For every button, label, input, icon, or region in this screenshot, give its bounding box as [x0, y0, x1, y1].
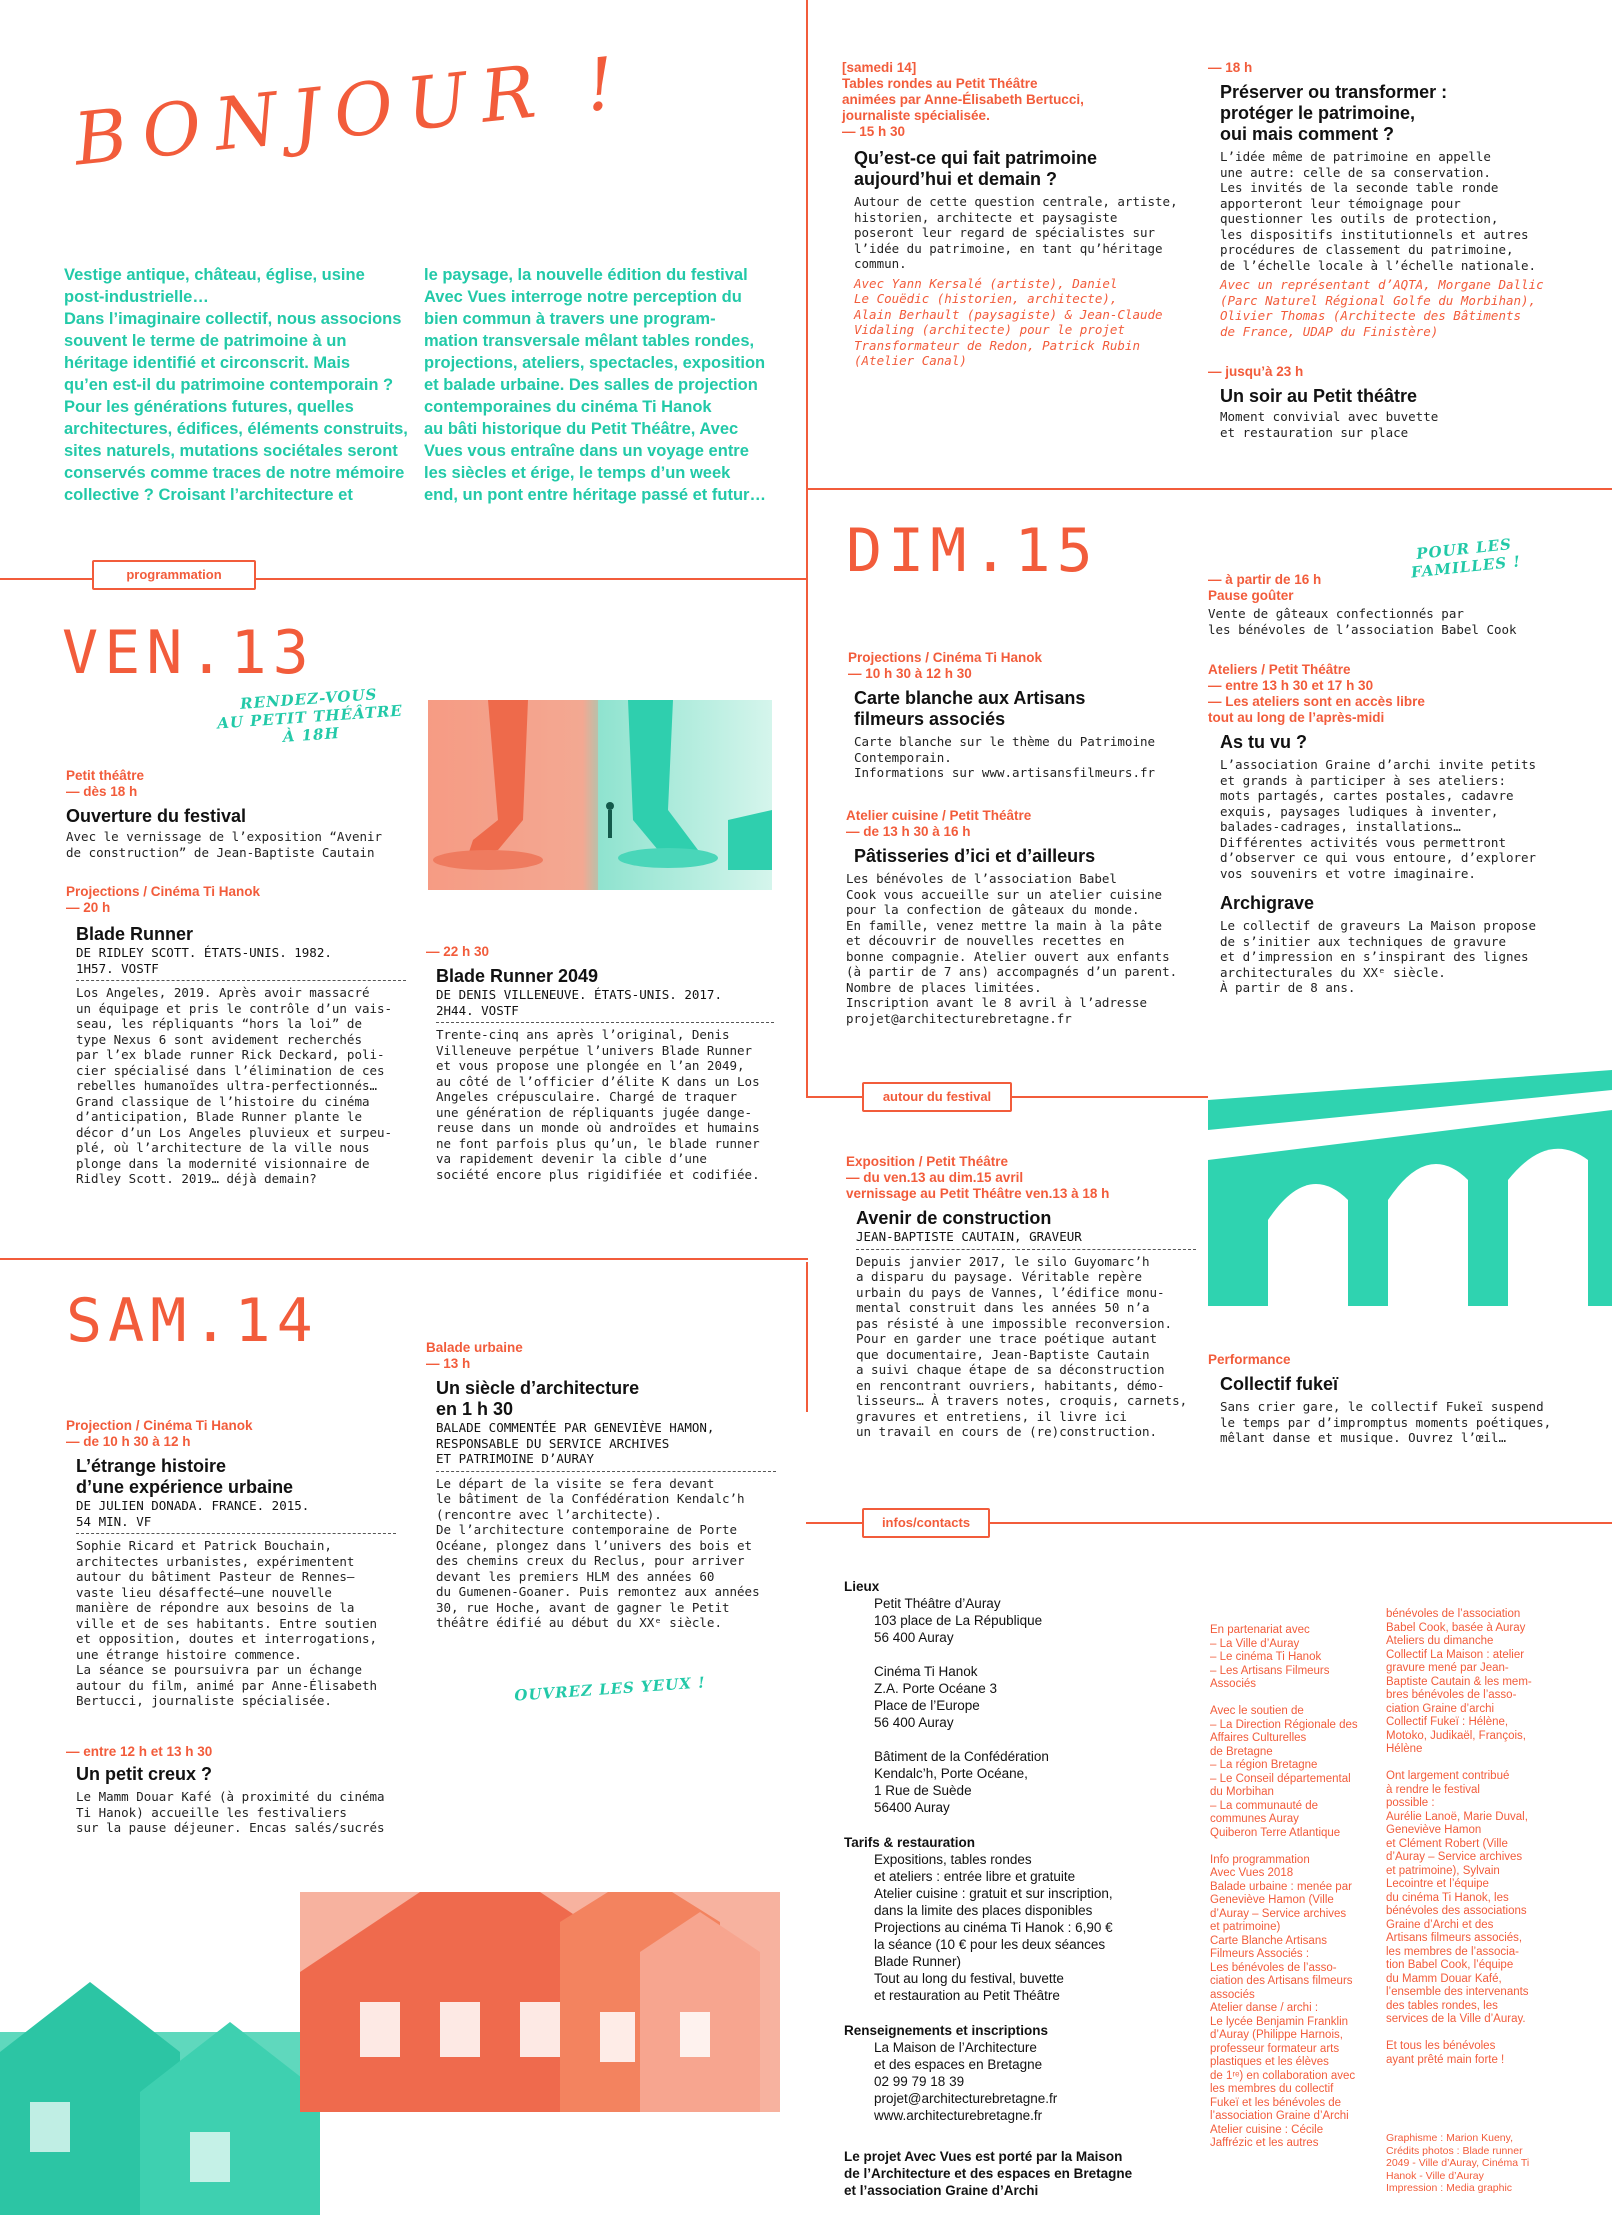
- dim-e2-time: — de 13 h 30 à 16 h: [846, 824, 971, 839]
- infos-rens-text: La Maison de l’Architecture et des espaces en Bretagne 02 99 79 18 39 projet@architecturebretagne.fr www.architecturebretagne.fr: [874, 2040, 1058, 2123]
- dim-e2-category: Atelier cuisine / Petit Théâtre: [846, 808, 1032, 823]
- sam-e3-separator: [436, 1471, 776, 1472]
- dim-day-heading: DIM.15: [846, 516, 1099, 586]
- sam-e3-category: Balade urbaine: [426, 1340, 523, 1355]
- infos-lieux-heading: Lieux: [844, 1579, 880, 1594]
- samedi-e1-text: Autour de cette question centrale, artiste, historien, architecte et paysagiste poseront leur regard de spécialistes sur l’idée du patrimoine, en tant qu’héritage commun.: [854, 194, 1178, 271]
- ven-e2-time: — 20 h: [66, 900, 111, 915]
- sam-e3-credits: BALADE COMMENTÉE PAR GENEVIÈVE HAMON, RESPONSABLE DU SERVICE ARCHIVES ET PATRIMOINE D’AURAY: [436, 1420, 715, 1466]
- samedi-e2-text: L’idée même de patrimoine en appelle une autre: celle de sa conservation. Les invités de la seconde table ronde apporteront leur témoignage pour questionner les outils de protection, les dispositifs institutionnels et autres procédures de classement du patrimoine, de l’échelle locale à l’échelle nationale.: [1220, 149, 1537, 273]
- sam-e1-credits: DE JULIEN DONADA. FRANCE. 2015. 54 MIN. VF: [76, 1498, 310, 1529]
- infos-tarifs-heading: Tarifs & restauration: [844, 1835, 976, 1850]
- ven-e2-title: Blade Runner: [76, 924, 194, 944]
- ven-e3-time: — 22 h 30: [426, 944, 490, 959]
- samedi-e3-time: — jusqu’à 23 h: [1208, 364, 1304, 379]
- dim-e5-text: Le collectif de graveurs La Maison propose de s’initier aux techniques de gravure et d’impression en s’inspirant des lignes architecturales du XXᵉ siècle. À partir de 8 ans.: [1220, 918, 1537, 995]
- autour-e1-time: — du ven.13 au dim.15 avril vernissage au Petit Théâtre ven.13 à 18 h: [846, 1170, 1110, 1201]
- dim-e4-category: Ateliers / Petit Théâtre: [1208, 662, 1351, 677]
- ven-photo: [428, 700, 772, 890]
- intro-col1: Vestige antique, château, église, usine post-industrielle… Dans l’imaginaire collectif, nous associons souvent le terme de patrimoine à un héritage identifié et circonscrit. Mais qu’en est-il du patrimoine contemporain ? Pour les générations futures, quelles architectures, édifices, éléments construits, sites naturels, mutations sociétales seront conservés comme traces de notre mémoire collective ? Croisant l’architecture et: [64, 266, 408, 504]
- autour-engraving: [1208, 1050, 1612, 1306]
- sam-e1-time: — de 10 h 30 à 12 h: [66, 1434, 191, 1449]
- autour-e1-title: Avenir de construction: [856, 1208, 1052, 1228]
- infos-rens-heading: Renseignements et inscriptions: [844, 2023, 1049, 2038]
- dim-e1-category: Projections / Cinéma Ti Hanok: [848, 650, 1043, 665]
- ven-e2-credits: DE RIDLEY SCOTT. ÉTATS-UNIS. 1982. 1H57. VOSTF: [76, 945, 332, 976]
- sam-e1-text: Sophie Ricard et Patrick Bouchain, architectes urbanistes, expérimentent autour du bâtiment Pasteur de Rennes— vaste lieu désaffecté—une nouvelle manière de répondre aux besoins de la ville et de ses habitants. Entre soutien et opposition, doutes et interrogations, une étrange histoire commence. La séance se poursuivra par un échange autour du film, animé par Anne-Élisabeth Bertucci, journaliste spécialisée.: [76, 1538, 378, 1708]
- samedi-e2-time: — 18 h: [1208, 60, 1253, 75]
- sam-handwritten-note: OUVREZ LES YEUX !: [513, 1673, 707, 1705]
- dim-e3-time: — à partir de 16 h: [1208, 572, 1322, 587]
- samedi-e3-text: Moment convivial avec buvette et restauration sur place: [1220, 409, 1439, 440]
- dim-e3-category: Pause goûter: [1208, 588, 1294, 603]
- autour-label: autour du festival: [862, 1082, 1012, 1112]
- ven-e2-text: Los Angeles, 2019. Après avoir massacré un équipage et pris le contrôle d’un vais- seau, les répliquants “hors la loi” de type Nexus 6 sont avidement recherchés par l’ex blade runner Rick Deckard, poli- cier spécialisé dans l’élimination de ces rebelles humanoïdes ultra-perfectionnés… Grand classique de l’histoire du cinéma d’anticipation, Blade Runner plante le décor d’un Los Angeles pluvieux et surpeu- plé, où l’architecture de la ville nous plonge dans la modernité visionnaire de Ridley Scott. 2019… déjà demain?: [76, 985, 393, 1186]
- dim-e4-text: L’association Graine d’archi invite petits et grands à participer à ses ateliers: mots partagés, cartes postales, cadavre exquis, paysages ludiques à inventer, balades-cadrages, installations… Différentes activités vous permettront d’observer ce qui vous entoure, d’explorer vos souvenirs et votre imaginaire.: [1220, 757, 1537, 881]
- ven-e3-credits: DE DENIS VILLENEUVE. ÉTATS-UNIS. 2017. 2H44. VOSTF: [436, 987, 722, 1018]
- partners-graphisme: Graphisme : Marion Kueny, Crédits photos : Blade runner 2049 - Ville d’Auray, Cinéma Ti Hanok - Ville d’Auray Impression : Media graphic: [1386, 2132, 1530, 2194]
- sam-e1-title: L’étrange histoire d’une expérience urbaine: [76, 1456, 294, 1497]
- dim-e2-text: Les bénévoles de l’association Babel Cook vous accueille sur un atelier cuisine pour la confection de gâteaux du monde. En famille, venez mettre la main à la pâte et découvrir de nouvelles recettes en bonne compagnie. Atelier ouvert aux enfants (à partir de 7 ans) accompagnés d’un parent. Nombre de places limitées. Inscription avant le 8 avril à l’adresse projet@architecturebretagne.fr: [846, 871, 1178, 1026]
- ven-e3-title: Blade Runner 2049: [436, 966, 599, 986]
- sam-e1-category: Projection / Cinéma Ti Hanok: [66, 1418, 253, 1433]
- dim-e1-text: Carte blanche sur le thème du Patrimoine Contemporain. Informations sur www.artisansfilmeurs.fr: [854, 734, 1156, 780]
- programmation-label: programmation: [92, 560, 256, 590]
- ven-e3-separator: [436, 1022, 774, 1023]
- partners-col1: En partenariat avec – La Ville d’Auray – Le cinéma Ti Hanok – Les Artisans Filmeurs Associés Avec le soutien de – La Direction Régionale des Affaires Culturelles de Bretagne – La région Bretagne – Le Conseil départemental du Morbihan – La communauté de communes Auray Quiberon Terre Atlantique Info programmation Avec Vues 2018 Balade urbaine : menée par Geneviève Hamon (Ville d’Auray – Service archives et patrimoine) Carte Blanche Artisans Filmeurs Associés : Les bénévoles de l’asso- ciation des Artisans filmeurs associés Atelier danse / archi : Le lycée Benjamin Franklin d’Auray (Philippe Harnois, professeur formateur arts plastiques et les élèves de 1ʳᵉ) en collaboration avec les membres du collectif Fukeï et les bénévoles de l’association Graine d’Archi Atelier cuisine : Cécile Jaffrézic et les autres: [1210, 1624, 1358, 2149]
- samedi-e1-credits: Avec Yann Kersalé (artiste), Daniel Le Couëdic (historien, architecte), Alain Berhault (paysagiste) & Jean-Claude Vidaling (architecte) pour le projet Transformateur de Redon, Patrick Rubin (Atelier Canal): [854, 275, 1163, 368]
- dim-e2-title: Pâtisseries d’ici et d’ailleurs: [854, 846, 1096, 866]
- ven-handwritten-note: RENDEZ-VOUS AU PETIT THÉÂTRE À 18H: [216, 685, 404, 746]
- sam-day-heading: SAM.14: [66, 1286, 319, 1356]
- samedi-e1-time: — 15 h 30: [842, 124, 906, 139]
- divider-left-sam: [0, 1258, 808, 1260]
- divider-right-top: [806, 488, 1612, 490]
- sam-e1-separator: [76, 1533, 396, 1534]
- center-divider-bottom: [806, 1262, 808, 1412]
- infos-label: infos/contacts: [862, 1508, 990, 1538]
- sculpture-photo-icon: [428, 700, 772, 890]
- dim-e5-title: Archigrave: [1220, 893, 1315, 913]
- page-title: BONJOUR !: [70, 39, 633, 182]
- dim-e1-time: — 10 h 30 à 12 h 30: [848, 666, 972, 681]
- ven-e3-text: Trente-cinq ans après l’original, Denis Villeneuve perpétue l’univers Blade Runner et vous propose une plongée en l’an 2049, au côté de l’officier d’élite K dans un Los Angeles crépusculaire. Chargé de traquer une génération de répliquants jugée dange- reuse dans un monde où androïdes et humains ne font parfois plus qu’un, le blade runner va rapidement devenir la cible d’une société encore plus rigidifiée et codifiée.: [436, 1027, 760, 1182]
- autour-e2-title: Collectif fukeï: [1220, 1374, 1339, 1394]
- viaduct-engraving-icon: [1208, 1050, 1612, 1306]
- sam-e3-text: Le départ de la visite se fera devant le bâtiment de la Confédération Kendalc’h (rencontre avec l’architecte). De l’architecture contemporaine de Porte Océane, plongez dans l’univers des bois et des chemins creux du Reclus, pour arriver devant les premiers HLM des années 60 du Gumenen-Goaner. Puis remontez aux années 30, rue Hoche, avant de gagner le Petit théâtre édifié au début du XXᵉ siècle.: [436, 1475, 760, 1630]
- infos-lieux-text: Petit Théâtre d’Auray 103 place de La République 56 400 Auray Cinéma Ti Hanok Z.A. Porte Océane 3 Place de l’Europe 56 400 Auray Bâtiment de la Confédération Kendalc’h, Porte Océane, 1 Rue de Suède 56400 Auray: [874, 1596, 1049, 1815]
- sam-e3-title: Un siècle d’architecture en 1 h 30: [436, 1378, 640, 1419]
- autour-e1-credits: JEAN-BAPTISTE CAUTAIN, GRAVEUR: [856, 1229, 1082, 1244]
- samedi-e3-title: Un soir au Petit théâtre: [1220, 386, 1418, 406]
- sam-photo: [0, 1892, 800, 2215]
- ven-e2-separator: [76, 980, 406, 981]
- intro-col2: le paysage, la nouvelle édition du festival Avec Vues interroge notre perception du bien commun à travers une program- mation transversale mêlant tables rondes, projections, ateliers, spectacles, exposition et balade urbaine. Des salles de projection contemporaines du cinéma Ti Hanok au bâti historique du Petit Théâtre, Avec Vues vous entraîne dans un voyage entre les siècles et érige, le temps d’un week end, un pont entre héritage passé et futur…: [424, 266, 766, 504]
- samedi-e2-title: Préserver ou transformer : protéger le patrimoine, oui mais comment ?: [1220, 82, 1448, 144]
- sam-e2-title: Un petit creux ?: [76, 1764, 213, 1784]
- dim-e3-text: Vente de gâteaux confectionnés par les bénévoles de l’association Babel Cook: [1208, 606, 1517, 637]
- houses-photo-icon: [0, 1892, 800, 2215]
- dim-e4-time: — entre 13 h 30 et 17 h 30 — Les ateliers sont en accès libre tout au long de l’après-midi: [1208, 678, 1425, 725]
- sam-e3-time: — 13 h: [426, 1356, 471, 1371]
- sam-e2-text: Le Mamm Douar Kafé (à proximité du cinéma Ti Hanok) accueille les festivaliers sur la pause déjeuner. Encas salés/sucrés: [76, 1789, 385, 1835]
- infos-porte-text: Le projet Avec Vues est porté par la Maison de l’Architecture et des espaces en Bretagne et l’association Graine d’Archi: [844, 2149, 1133, 2198]
- samedi-e1-title: Qu’est-ce qui fait patrimoine aujourd’hui et demain ?: [854, 148, 1098, 189]
- autour-e1-category: Exposition / Petit Théâtre: [846, 1154, 1009, 1169]
- autour-e2-category: Performance: [1208, 1352, 1291, 1367]
- center-divider-top: [806, 0, 808, 1098]
- dim-e4-title: As tu vu ?: [1220, 732, 1308, 752]
- ven-day-heading: VEN.13: [62, 618, 315, 688]
- infos-tarifs-text: Expositions, tables rondes et ateliers : entrée libre et gratuite Atelier cuisine : gratuit et sur inscription, dans la limite des places disponibles Projections au cinéma Ti Hanok : 6,90 € la séance (10 € pour les deux séances Blade Runner) Tout au long du festival, buvette et restauration au Petit Théâtre: [874, 1852, 1113, 2003]
- ven-e2-category: Projections / Cinéma Ti Hanok: [66, 884, 261, 899]
- ven-e1-category: Petit théâtre: [66, 768, 145, 783]
- dim-handwritten-note: POUR LES FAMILLES !: [1410, 535, 1522, 582]
- ven-e1-title: Ouverture du festival: [66, 806, 247, 826]
- dim-e1-title: Carte blanche aux Artisans filmeurs associés: [854, 688, 1086, 729]
- samedi-e2-credits: Avec un représentant d’AQTA, Morgane Dallic (Parc Naturel Régional Golfe du Morbihan), Olivier Thomas (Architecte des Bâtiments de France, UDAP du Finistère): [1220, 277, 1544, 339]
- samedi-tables-rondes-intro: [samedi 14] Tables rondes au Petit Théâtre animées par Anne-Élisabeth Bertucci, journaliste spécialisée.: [842, 60, 1084, 123]
- sam-e2-time: — entre 12 h et 13 h 30: [66, 1744, 213, 1759]
- ven-e1-text: Avec le vernissage de l’exposition “Avenir de construction” de Jean-Baptiste Cautain: [66, 829, 383, 860]
- ven-e1-time: — dès 18 h: [66, 784, 138, 799]
- autour-e1-separator: [856, 1249, 1196, 1250]
- autour-e2-text: Sans crier gare, le collectif Fukeï suspend le temps par d’impromptus moments poétiques, mêlant danse et musique. Ouvrez l’œil…: [1220, 1399, 1552, 1445]
- partners-col2: bénévoles de l’association Babel Cook, basée à Auray Ateliers du dimanche Collectif La Maison : atelier gravure mené par Jean- Baptiste Cautain & les mem- bres bénévoles de l’asso- ciation Graine d’archi Collectif Fukeï : Hélène, Motoko, Judikaël, François, Hélène Ont largement contribué à rendre le festival possible : Aurélie Lanoë, Marie Duval, Geneviève Hamon et Clément Robert (Ville d’Auray – Service archives et patrimoine), Sylvain Lecointre et l’équipe du cinéma Ti Hanok, les bénévoles des associations Graine d’Archi et des Artisans filmeurs associés, les membres de l’associa- tion Babel Cook, l’équipe du Mamm Douar Kafé, l’ensemble des intervenants des tables rondes, les services de la Ville d’Auray. Et tous les bénévoles ayant prêté main forte !: [1386, 1608, 1532, 2066]
- autour-e1-text: Depuis janvier 2017, le silo Guyomarc’h a disparu du paysage. Véritable repère urbain du pays de Vannes, l’édifice monu- mental construit dans les années 50 n’a pas résisté à une impossible reconversion. Pour en garder une trace poétique autant que documentaire, Jean-Baptiste Cautain a suivi chaque étape de sa déconstruction en rencontrant ouvriers, habitants, démo- lisseurs… À travers notes, croquis, carnets, gravures et entretiens, il livre ici un travail en cours de (re)construction.: [856, 1253, 1188, 1439]
